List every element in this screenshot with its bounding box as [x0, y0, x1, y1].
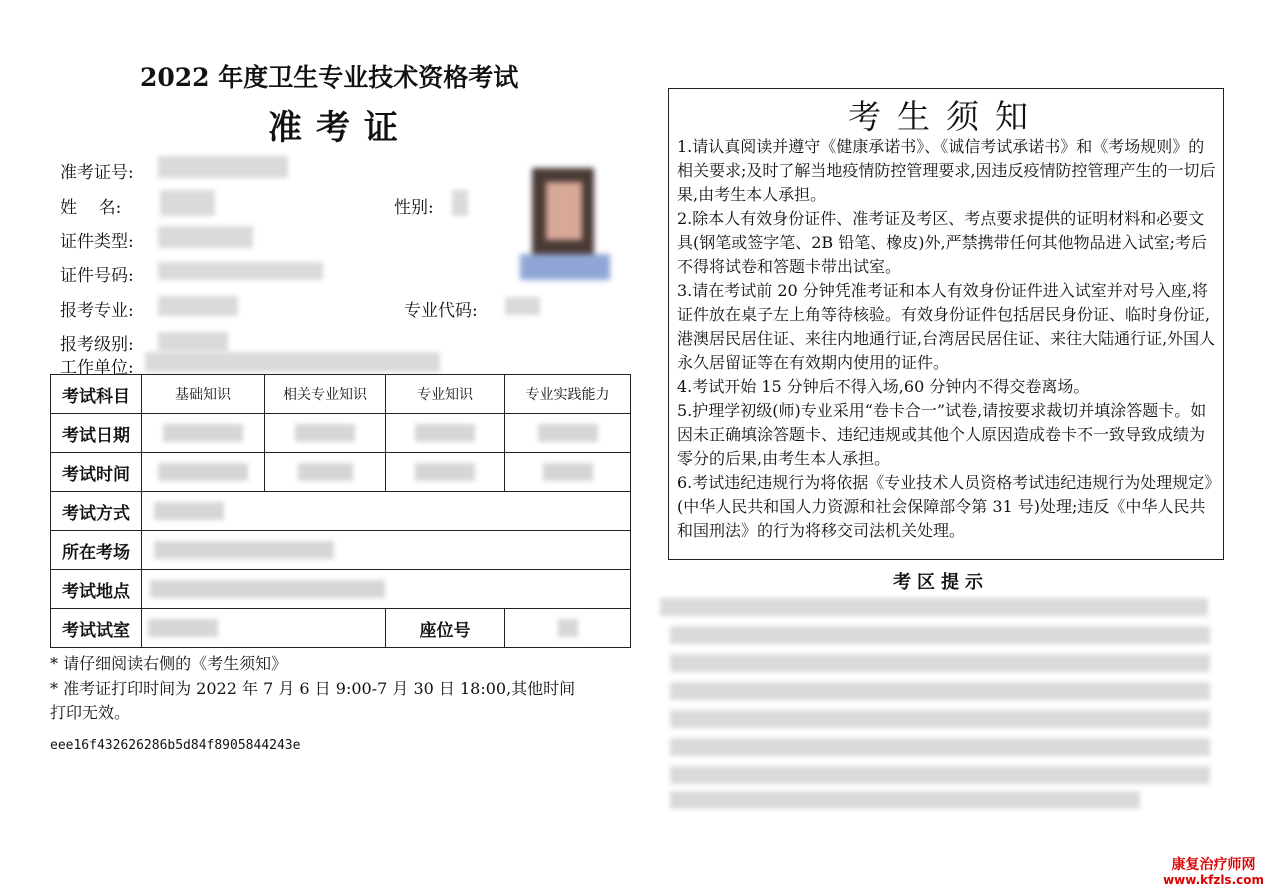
subject-cell: 基础知识	[142, 375, 265, 414]
rules-title: 考生须知	[848, 97, 1044, 136]
table-row	[51, 609, 631, 648]
note-print-time: * 准考证打印时间为 2022 年 7 月 6 日 9:00-7 月 30 日 18:00,其他时间	[50, 679, 576, 698]
table-row	[51, 453, 631, 492]
table-row	[51, 375, 631, 414]
date-cell	[142, 414, 265, 453]
major-value	[158, 296, 238, 316]
venue-label: 所在考场	[51, 531, 142, 570]
subject-cell: 专业知识	[386, 375, 505, 414]
date-cell	[386, 414, 505, 453]
table-row	[51, 492, 631, 531]
subject-cell: 专业实践能力	[505, 375, 631, 414]
level-label: 报考级别:	[60, 335, 134, 355]
date-cell	[505, 414, 631, 453]
date-label: 考试日期	[51, 414, 142, 453]
method-value	[142, 492, 631, 531]
time-cell	[265, 453, 386, 492]
venue-value	[142, 531, 631, 570]
ticket-no-value	[158, 156, 288, 178]
document-subtitle: 准考证	[268, 108, 412, 148]
gender-value	[452, 190, 468, 216]
rule-item: 3.请在考试前 20 分钟凭准考证和本人有效身份证件进入试室并对号入座,将证件放在桌子左上角等待核验。有效身份证件包括居民身份证、临时身份证,港澳居民居住证、来往内地通行证,台湾居民居住证、来往大陆通行证,外国人永久居留证等在有效期内使用的证件。	[677, 281, 1216, 372]
subject-cell: 相关专业知识	[265, 375, 386, 414]
room-label: 考试试室	[51, 609, 142, 648]
document-title: 2022 年度卫生专业技术资格考试	[140, 63, 519, 92]
workplace-value	[145, 352, 440, 372]
hint-content	[660, 596, 1215, 810]
watermark-line2: www.kfzls.com	[1163, 873, 1264, 887]
ticket-no-label: 准考证号:	[60, 163, 134, 183]
applicant-photo	[520, 162, 610, 280]
rule-item: 5.护理学初级(师)专业采用“卷卡合一”试卷,请按要求裁切并填涂答题卡。如因未正确填涂答题卡、违纪违规或其他个人原因造成卷卡不一致导致成绩为零分的后果,由考生本人承担。	[677, 401, 1207, 468]
rule-item: 4.考试开始 15 分钟后不得入场,60 分钟内不得交卷离场。	[677, 377, 1090, 396]
site-watermark	[1163, 858, 1264, 888]
major-label: 报考专业:	[60, 301, 134, 321]
gender-label: 性别:	[394, 198, 434, 218]
note-print-time-cont: 打印无效。	[50, 703, 131, 722]
id-no-value	[158, 262, 323, 280]
watermark-line1: 康复治疗师网	[1171, 857, 1256, 873]
rules-box	[668, 88, 1224, 560]
hint-title: 考区提示	[893, 572, 989, 593]
subject-label: 考试科目	[51, 375, 142, 414]
time-cell	[505, 453, 631, 492]
table-row	[51, 531, 631, 570]
location-value	[142, 570, 631, 609]
id-type-value	[158, 226, 253, 248]
level-value	[158, 332, 228, 352]
table-row	[51, 414, 631, 453]
location-label: 考试地点	[51, 570, 142, 609]
method-label: 考试方式	[51, 492, 142, 531]
date-cell	[265, 414, 386, 453]
id-no-label: 证件号码:	[60, 266, 134, 286]
note-read-rules: * 请仔细阅读右侧的《考生须知》	[50, 654, 288, 673]
rule-item: 6.考试违纪违规行为将依据《专业技术人员资格考试违纪违规行为处理规定》(中华人民共和国人力资源和社会保障部令第 31 号)处理;违反《中华人民共和国刑法》的行为将移交司法机关处理。	[677, 473, 1213, 540]
seat-value	[505, 609, 631, 648]
table-row	[51, 570, 631, 609]
id-type-label: 证件类型:	[60, 232, 134, 252]
time-cell	[386, 453, 505, 492]
seat-label: 座位号	[386, 609, 505, 648]
time-label: 考试时间	[51, 453, 142, 492]
major-code-label: 专业代码:	[404, 301, 478, 321]
rule-item: 1.请认真阅读并遵守《健康承诺书》、《诚信考试承诺书》和《考场规则》的相关要求;及时了解当地疫情防控管理要求,因违反疫情防控管理产生的一切后果,由考生本人承担。	[677, 137, 1216, 204]
rule-item: 2.除本人有效身份证件、准考证及考区、考点要求提供的证明材料和必要文具(钢笔或签字笔、2B 铅笔、橡皮)外,严禁携带任何其他物品进入试室;考后不得将试卷和答题卡带出试室。	[677, 209, 1207, 276]
rules-list	[677, 135, 1217, 543]
room-value	[142, 609, 386, 648]
exam-table	[50, 374, 631, 648]
major-code-value	[505, 297, 540, 315]
time-cell	[142, 453, 265, 492]
name-value	[160, 190, 215, 216]
workplace-label: 工作单位:	[60, 358, 134, 378]
verification-hash: eee16f432626286b5d84f8905844243e	[50, 738, 301, 753]
name-label: 姓 名:	[60, 198, 122, 218]
